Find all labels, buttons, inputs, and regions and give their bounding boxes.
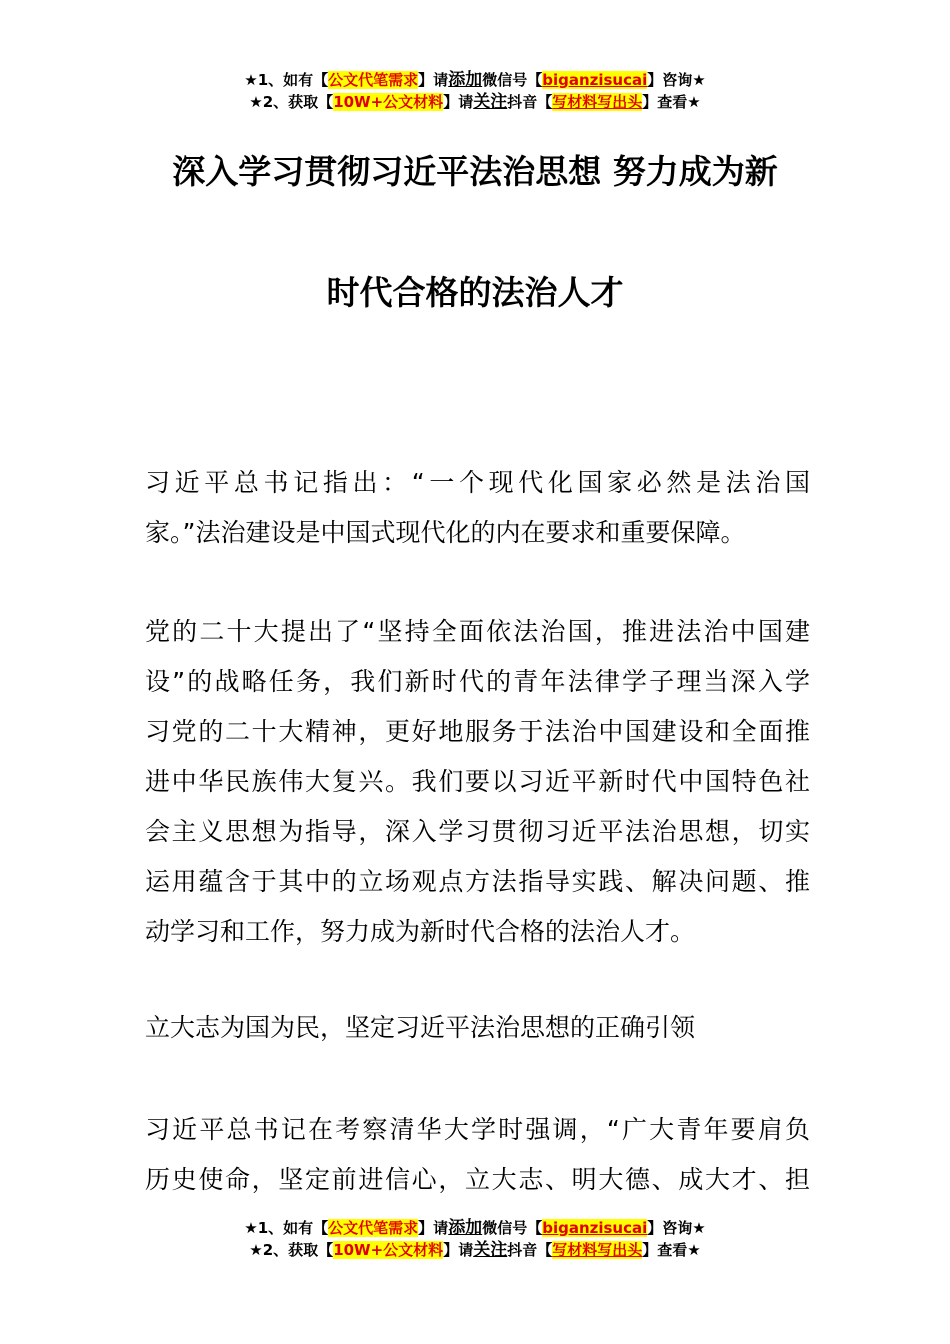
paragraph-1 [145,458,810,558]
banner-text: 微信号【 [482,71,543,89]
top-banner [0,69,950,113]
text-line: 会主义思想为指导，深入学习贯彻习近平法治思想，切实 [145,817,810,846]
banner-text: 】请 [443,1241,474,1259]
wechat-id: biganzisucai [542,71,648,89]
text-line: 设”的战略任务，我们新时代的青年法律学子理当深入学 [145,667,810,696]
text-line: 习近平总书记指出：“一个现代化国家必然是法治国 [145,468,810,497]
douyin-name: 写材料写出头 [552,1241,643,1259]
banner-text: 】查看★ [642,1241,701,1259]
emphasis-text: 关注 [473,92,508,112]
paragraph-4 [145,1105,810,1205]
banner-line-2 [0,1239,950,1261]
emphasis-text: 关注 [473,1240,508,1260]
emphasis-text: 添加 [448,1218,483,1238]
douyin-name: 写材料写出头 [552,93,643,111]
highlight-text: 10W+公文材料 [333,1241,444,1259]
banner-text: ★2、获取【 [249,93,334,111]
banner-text: 】请 [418,71,449,89]
highlight-text: 10W+公文材料 [333,93,444,111]
bottom-banner [0,1217,950,1261]
emphasis-text: 添加 [448,70,483,90]
text-line: 立大志为国为民，坚定习近平法治思想的正确引领 [145,1013,696,1042]
banner-text: 】咨询★ [647,1219,706,1237]
document-title-line-2: 时代合格的法治人才 [326,273,624,312]
banner-text: ★1、如有【 [244,1219,329,1237]
banner-text: 抖音【 [507,1241,553,1259]
banner-text: 微信号【 [482,1219,543,1237]
banner-text: 】查看★ [642,93,701,111]
banner-line-2 [0,91,950,113]
text-line: 习近平总书记在考察清华大学时强调，“广大青年要肩负 [145,1115,810,1144]
text-line: 动学习和工作，努力成为新时代合格的法治人才。 [145,917,696,946]
banner-text: ★1、如有【 [244,71,329,89]
text-line: 运用蕴含于其中的立场观点方法指导实践、解决问题、推 [145,867,810,896]
document-title-line-1: 深入学习贯彻习近平法治思想 努力成为新 [172,152,778,191]
wechat-id: biganzisucai [542,1219,648,1237]
banner-text: 抖音【 [507,93,553,111]
text-line: 进中华民族伟大复兴。我们要以习近平新时代中国特色社 [145,767,810,796]
banner-text: 】请 [418,1219,449,1237]
highlight-text: 公文代笔需求 [328,71,419,89]
banner-line-1 [0,1217,950,1239]
section-heading [145,1003,810,1053]
highlight-text: 公文代笔需求 [328,1219,419,1237]
banner-text: ★2、获取【 [249,1241,334,1259]
text-line: 历史使命，坚定前进信心，立大志、明大德、成大才、担 [145,1165,810,1194]
text-line: 习党的二十大精神，更好地服务于法治中国建设和全面推 [145,717,810,746]
banner-line-1 [0,69,950,91]
banner-text: 】请 [443,93,474,111]
banner-text: 】咨询★ [647,71,706,89]
text-line: 党的二十大提出了“坚持全面依法治国，推进法治中国建 [145,617,810,646]
paragraph-2 [145,607,810,957]
text-line: 家。”法治建设是中国式现代化的内在要求和重要保障。 [145,518,746,547]
